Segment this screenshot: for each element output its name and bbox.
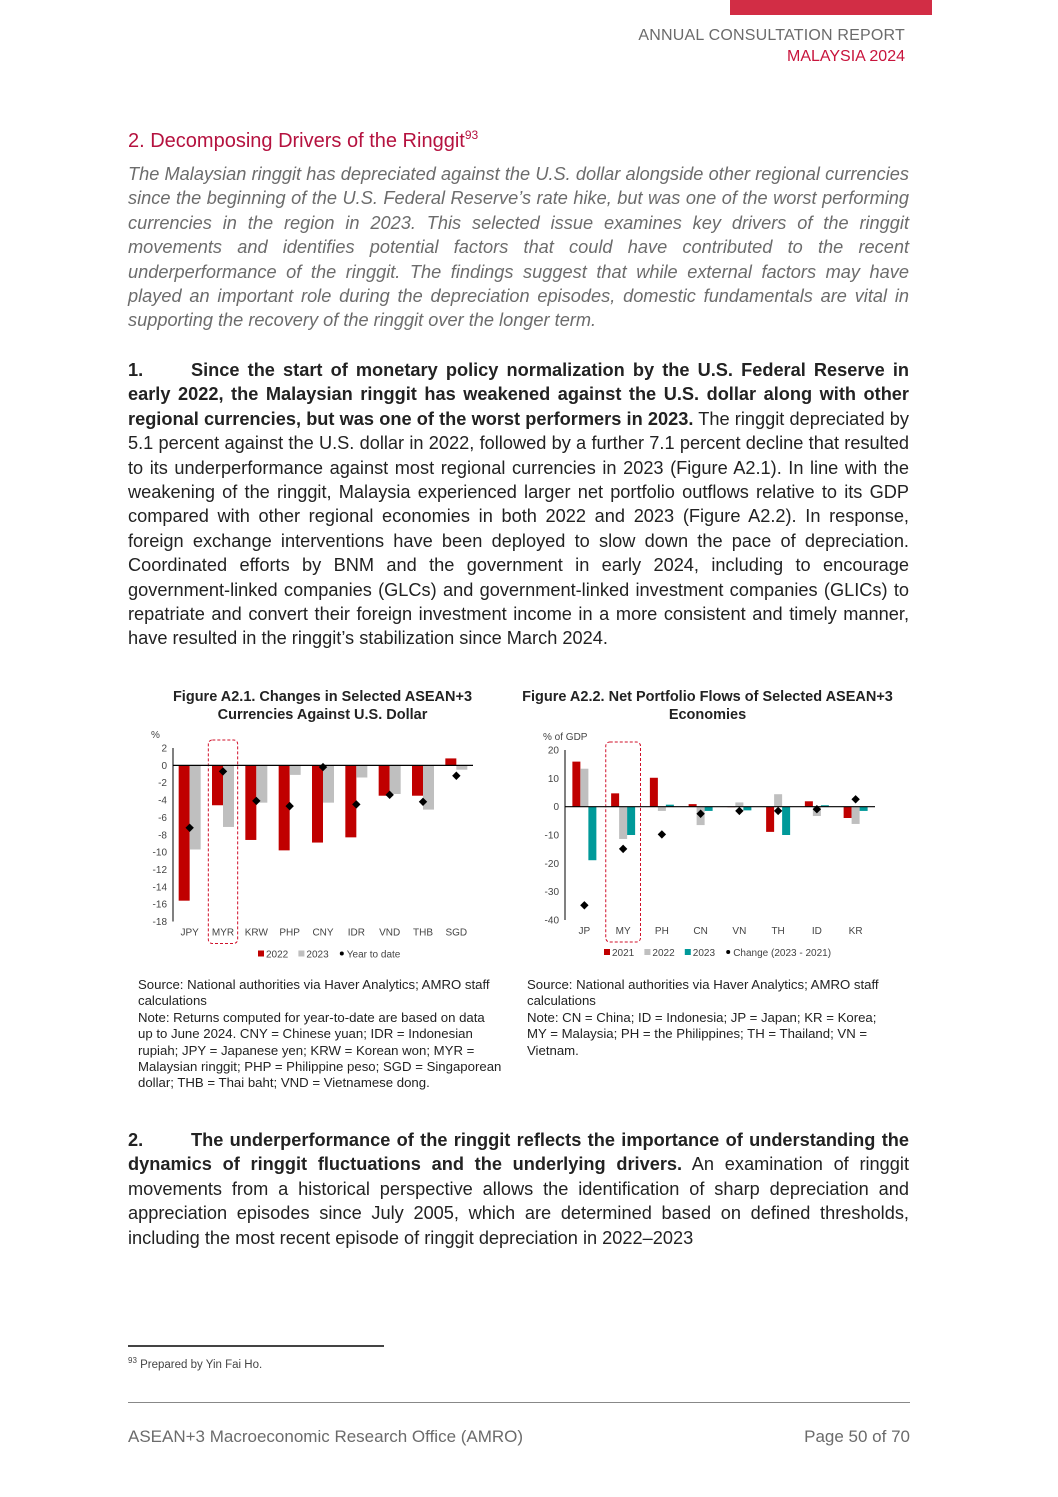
y-tick-label: 2 — [161, 743, 167, 755]
report-subtitle: MALAYSIA 2024 — [787, 48, 905, 65]
footnote-ref-link[interactable]: 93 — [464, 128, 479, 142]
bar-2023 — [223, 765, 234, 827]
note-text: Note: CN = China; ID = Indonesia; JP = Japan; KR = Korea; MY = Malaysia; PH = the Philippines; TH = Thailand; VN = Vietnam. — [527, 1009, 877, 1058]
legend-swatch — [685, 949, 691, 955]
bar-2022 — [735, 802, 743, 806]
diamond-marker — [851, 795, 859, 803]
footnote-number: 93 — [128, 1356, 137, 1365]
x-tick-label: MYR — [211, 927, 235, 939]
x-tick-label: VN — [732, 926, 747, 937]
legend-marker — [726, 950, 730, 954]
legend-label: 2021 — [612, 948, 635, 959]
y-tick-label: 20 — [547, 745, 559, 757]
bar-2022 — [379, 765, 390, 795]
y-tick-label: -12 — [152, 864, 167, 876]
bar-2023 — [782, 807, 790, 835]
figure-a21-source — [138, 977, 503, 1092]
paragraph-body: An examination of ringgit movements from a historical perspective allows the identification of sharp depreciation and appreciation episodes since July 2005, which are determined based on defined thresholds, including the most recent episode of ringgit depreciation in 2022–2023 — [128, 1154, 909, 1248]
report-title: ANNUAL CONSULTATION REPORT — [638, 27, 905, 44]
footer-organization: ASEAN+3 Macroeconomic Research Office (AMRO) — [128, 1427, 524, 1446]
x-tick-label: ID — [811, 926, 822, 937]
source-text: Source: National authorities via Haver Analytics; AMRO staff calculations — [138, 977, 490, 1009]
figure-a22-chart — [520, 728, 890, 968]
legend-label: 2022 — [266, 949, 289, 961]
bar-2022 — [658, 807, 666, 811]
bar-2022 — [852, 807, 860, 824]
y-tick-label: -14 — [152, 882, 167, 894]
x-tick-label: CN — [693, 926, 708, 937]
figure-a22-title: Figure A2.2. Net Portfolio Flows of Selected ASEAN+3 Economies — [522, 689, 893, 723]
y-tick-label: -16 — [152, 899, 167, 911]
diamond-marker — [658, 830, 666, 838]
y-tick-label: -2 — [158, 778, 167, 790]
x-tick-label: PH — [654, 926, 669, 937]
legend-marker — [340, 952, 344, 956]
y-tick-label: -6 — [158, 812, 167, 824]
diamond-marker — [619, 845, 627, 853]
x-tick-label: JPY — [180, 927, 199, 939]
x-tick-label: PHP — [279, 927, 300, 939]
y-tick-label: 0 — [161, 760, 167, 772]
paragraph-number: 1. — [128, 360, 144, 380]
legend-label: 2023 — [692, 948, 716, 959]
figure-a22-source — [527, 977, 892, 1059]
page-number: Page 50 of 70 — [804, 1427, 910, 1446]
legend-swatch — [298, 951, 304, 957]
x-tick-label: SGD — [445, 927, 468, 939]
bar-2022 — [312, 765, 323, 842]
section-abstract: The Malaysian ringgit has depreciated against the U.S. dollar alongside other regional currencies since the beginning of the U.S. Federal Reserve’s rate hike, but was one of the worst performing currencies in the region in 2023. This selected issue examines key drivers of the ringgit movements and identifies potential factors that could have contributed to the recent underperformance of the ringgit. The findings suggest that while external factors may have played an important role during the depreciation episodes, domestic fundamentals are vital in supporting the recovery of the ringgit over the longer term. — [128, 164, 909, 331]
header-accent-bar — [730, 0, 932, 15]
bar-2022 — [580, 769, 588, 807]
diamond-marker — [774, 807, 782, 815]
y-tick-label: 0 — [553, 802, 559, 814]
paragraph-1 — [128, 358, 909, 651]
y-tick-label: -20 — [544, 858, 559, 870]
highlight-box — [606, 742, 641, 942]
bar-2022 — [345, 765, 356, 837]
chart-legend — [258, 950, 401, 961]
bar-2023 — [256, 765, 267, 802]
bar-2021 — [844, 807, 852, 818]
section-title-text: 2. Decomposing Drivers of the Ringgit — [128, 130, 465, 152]
bar-2022 — [774, 794, 782, 806]
y-tick-label: -10 — [152, 847, 167, 859]
bar-2022 — [412, 765, 423, 795]
bar-2021 — [766, 807, 774, 832]
bar-2023 — [705, 807, 713, 811]
figure-a21-chart — [140, 728, 510, 968]
paragraph-lead: The underperformance of the ringgit reflects the importance of understanding the dynamics of ringgit fluctuations and the underlying drivers. — [128, 1130, 909, 1175]
legend-swatch — [258, 951, 264, 957]
section-title — [128, 128, 478, 153]
legend-label: 2022 — [652, 948, 675, 959]
chart-legend — [604, 948, 831, 959]
source-text: Source: National authorities via Haver Analytics; AMRO staff calculations — [527, 977, 879, 1009]
x-tick-label: JP — [578, 926, 591, 937]
y-tick-label: -30 — [544, 887, 559, 899]
bar-2022 — [179, 765, 190, 900]
legend-label: Year to date — [346, 949, 401, 961]
bar-2021 — [805, 801, 813, 806]
x-tick-label: IDR — [347, 927, 365, 939]
x-tick-label: VND — [379, 927, 401, 939]
y-tick-label: -40 — [544, 915, 559, 927]
x-tick-label: KR — [848, 926, 863, 937]
diamond-marker — [735, 807, 743, 815]
footnote-text: Prepared by Yin Fai Ho. — [140, 1358, 263, 1371]
x-tick-label: CNY — [312, 927, 334, 939]
bar-2023 — [456, 765, 467, 769]
bar-2023 — [588, 807, 596, 861]
bar-2022 — [445, 758, 456, 765]
x-tick-label: THB — [413, 927, 433, 939]
bar-2023 — [356, 765, 367, 777]
y-axis-unit: % — [151, 730, 160, 741]
bar-2023 — [627, 807, 635, 835]
legend-swatch — [604, 949, 610, 955]
bar-2023 — [323, 765, 334, 802]
x-tick-label: MY — [615, 926, 631, 937]
paragraph-2 — [128, 1128, 909, 1250]
paragraph-number: 2. — [128, 1130, 144, 1150]
figure-a21-title: Figure A2.1. Changes in Selected ASEAN+3 Currencies Against U.S. Dollar — [172, 689, 473, 723]
bar-2021 — [650, 778, 658, 807]
legend-label: 2023 — [306, 949, 329, 961]
y-axis-unit: % of GDP — [543, 732, 588, 743]
footer-divider — [128, 1402, 910, 1403]
bar-2023 — [290, 765, 301, 775]
bar-2023 — [860, 807, 868, 811]
note-text: Note: Returns computed for year-to-date are based on data up to June 2024. CNY = Chinese yuan; IDR = Indonesian rupiah; JPY = Japanese yen; KRW = Korean won; MYR = Malaysian ringgit; PHP = Philippine peso; SGD = Singaporean dollar; THB = Thai baht; VND = Vietnamese dong. — [138, 1009, 502, 1091]
y-tick-label: -8 — [158, 830, 167, 842]
footnote-divider — [128, 1345, 384, 1347]
bar-2021 — [572, 762, 580, 807]
x-tick-label: TH — [771, 926, 785, 937]
legend-swatch — [644, 949, 650, 955]
bar-2022 — [619, 807, 627, 839]
paragraph-lead: Since the start of monetary policy normalization by the U.S. Federal Reserve in early 2022, the Malaysian ringgit has weakened against the U.S. dollar along with other regional currencies, but was one of the worst performers in 2023. — [128, 360, 909, 429]
y-tick-label: -18 — [152, 917, 167, 928]
paragraph-body: The ringgit depreciated by 5.1 percent against the U.S. dollar in 2022, followed by a further 7.1 percent decline that resulted to its underperformance against most regional currencies in 2023 (Figure A2.1). In line with the weakening of the ringgit, Malaysia experienced larger net portfolio outflows relative to its GDP compared with other regional economies in both 2022 and 2023 (Figure A2.2). In response, foreign exchange interventions have been deployed to slow down the pace of depreciation. Coordinated efforts by BNM and the government in early 2024, including to encourage government-linked companies (GLCs) and government-linked investment companies (GLICs) to repatriate and convert their foreign investment income in a more consistent and timely manner, have resulted in the ringgit’s stabilization since March 2024. — [128, 408, 909, 649]
legend-label: Change (2023 - 2021) — [733, 948, 832, 959]
y-tick-label: -10 — [544, 830, 559, 842]
x-tick-label: KRW — [244, 927, 268, 939]
y-tick-label: -4 — [158, 795, 167, 807]
y-tick-label: 10 — [547, 773, 559, 785]
footnote — [128, 1356, 262, 1371]
diamond-marker — [580, 901, 588, 909]
bar-2023 — [390, 765, 401, 794]
bar-2021 — [611, 793, 619, 806]
diamond-marker — [452, 772, 460, 780]
bar-2023 — [190, 765, 201, 849]
